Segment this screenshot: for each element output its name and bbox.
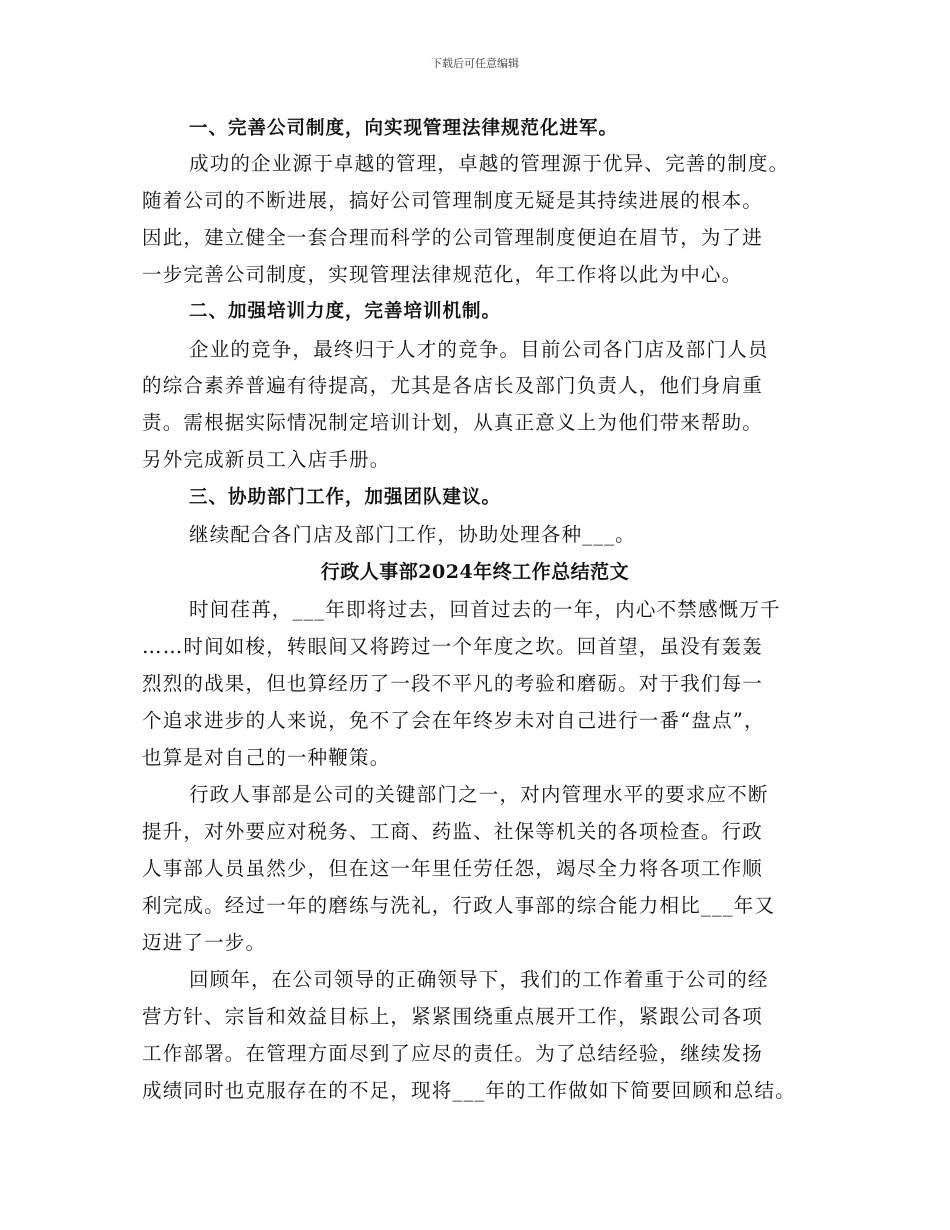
article-title: 行政人事部2024年终工作总结范文 (320, 561, 630, 583)
section-2-heading: 二、加强培训力度，完善培训机制。 (189, 301, 502, 322)
paragraph-line: ……时间如梭，转眼间又将跨过一个年度之坎。回首望，虽没有轰轰 (142, 635, 764, 658)
paragraph-line: 成功的企业源于卓越的管理，卓越的管理源于优异、完善的制度。 (189, 152, 790, 175)
paragraph-line: 人事部人员虽然少，但在这一年里任劳任怨，竭尽全力将各项工作顺 (142, 857, 764, 880)
paragraph-line: 工作部署。在管理方面尽到了应尽的责任。为了总结经验，继续发扬 (142, 1042, 764, 1065)
paragraph-line: 迈进了一步。 (142, 931, 267, 954)
paragraph-line: 因此，建立健全一套合理而科学的公司管理制度便迫在眉节，为了进 (142, 226, 764, 249)
section-1-heading: 一、完善公司制度，向实现管理法律规范化进军。 (189, 118, 619, 139)
paragraph-line: 随着公司的不断进展，搞好公司管理制度无疑是其持续进展的根本。 (142, 189, 764, 212)
section-3-heading: 三、协助部门工作，加强团队建议。 (189, 487, 502, 508)
paragraph-line: 回顾年，在公司领导的正确领导下，我们的工作着重于公司的经 (189, 968, 769, 991)
paragraph-line: 另外完成新员工入店手册。 (142, 448, 391, 471)
paragraph-line: 时间荏苒，___年即将过去，回首过去的一年，内心不禁感慨万千 (189, 598, 781, 621)
page-header-note: 下载后可任意编辑 (431, 57, 519, 70)
paragraph-line: 营方针、宗旨和效益目标上，紧紧围绕重点展开工作，紧跟公司各项 (142, 1005, 764, 1028)
paragraph-line: 继续配合各门店及部门工作，协助处理各种___。 (189, 523, 636, 546)
paragraph-line: 利完成。经过一年的磨练与洗礼，行政人事部的综合能力相比___年又 (142, 894, 776, 917)
paragraph-line: 提升，对外要应对税务、工商、药监、社保等机关的各项检查。行政 (142, 820, 764, 843)
paragraph-line: 责。需根据实际情况制定培训计划，从真正意义上为他们带来帮助。 (142, 411, 764, 434)
paragraph-line: 行政人事部是公司的关键部门之一，对内管理水平的要求应不断 (189, 783, 769, 806)
paragraph-line: 成绩同时也克服存在的不足，现将___年的工作做如下简要回顾和总结。 (142, 1079, 796, 1102)
paragraph-line: 个追求进步的人来说，免不了会在年终岁未对自己进行一番“盘点”， (142, 709, 765, 732)
paragraph-line: 的综合素养普遍有待提高，尤其是各店长及部门负责人，他们身肩重 (142, 374, 764, 397)
paragraph-line: 企业的竞争，最终归于人才的竞争。目前公司各门店及部门人员 (189, 338, 769, 361)
paragraph-line: 也算是对自己的一种鞭策。 (142, 746, 391, 769)
paragraph-line: 烈烈的战果，但也算经历了一段不平凡的考验和磨砺。对于我们每一 (142, 672, 764, 695)
paragraph-line: 一步完善公司制度，实现管理法律规范化，年工作将以此为中心。 (142, 263, 743, 286)
